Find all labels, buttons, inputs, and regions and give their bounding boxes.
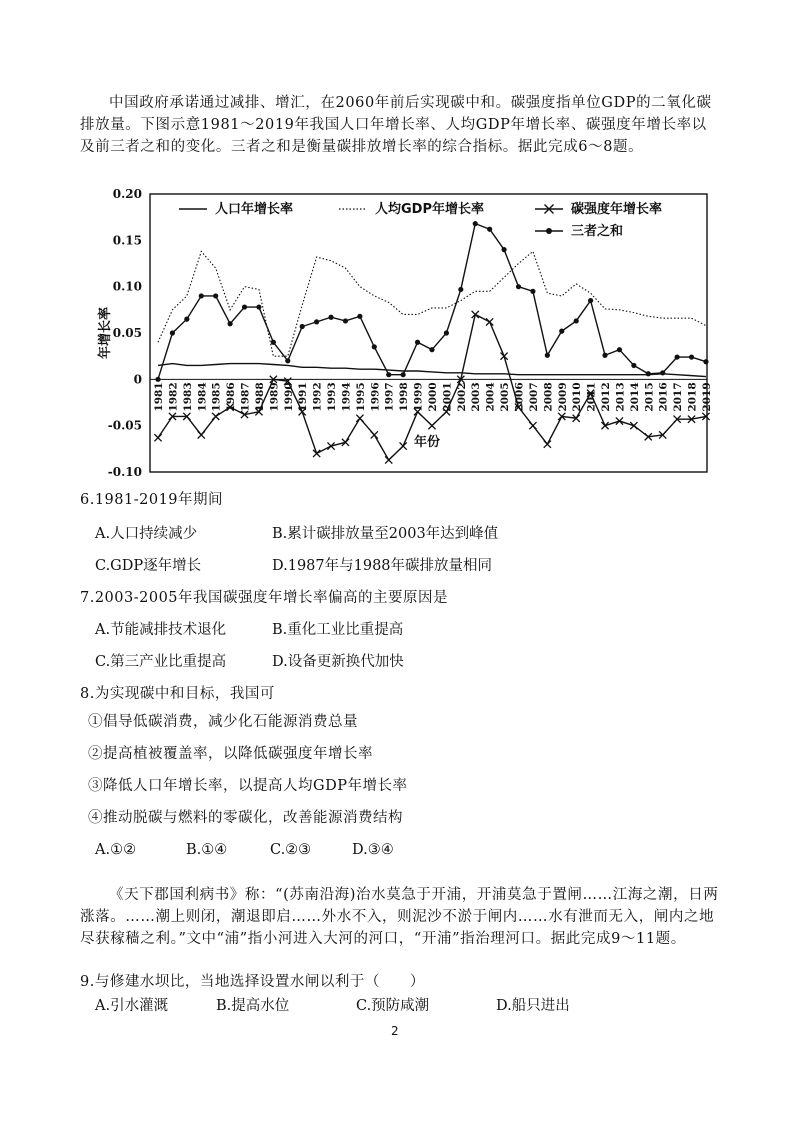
x-tick-label: 2004	[484, 382, 497, 412]
q8-statement-4: ④推动脱碳与燃料的零碳化，改善能源消费结构	[88, 810, 403, 826]
legend-label: 人口年增长率	[215, 202, 294, 217]
x-tick-label: 1982	[167, 382, 180, 412]
sum-point	[631, 363, 636, 368]
q6-option-a[interactable]: A.人口持续减少	[95, 526, 198, 542]
x-tick-label: 2007	[527, 382, 540, 412]
sum-point	[689, 354, 694, 359]
population-line	[158, 364, 706, 377]
sum-point	[588, 298, 593, 303]
carbon-intensity-point	[486, 318, 493, 325]
sum-point	[602, 353, 607, 358]
sum-point	[516, 284, 521, 289]
gdp-per-capita-line	[158, 251, 706, 356]
x-tick-label: 1997	[383, 382, 396, 412]
q8-option-b[interactable]: B.①④	[186, 842, 228, 858]
sum-point	[170, 330, 175, 335]
q9-stem: 9.与修建水坝比，当地选择设置水闸以利于（ ）	[80, 974, 425, 990]
y-tick-label: 0.10	[112, 279, 142, 294]
q9-option-c[interactable]: C.预防咸潮	[356, 998, 430, 1014]
x-tick-label: 2019	[700, 382, 713, 412]
x-tick-label: 2017	[672, 382, 685, 412]
y-tick-label: 0	[133, 372, 142, 387]
x-tick-label: 2005	[499, 382, 512, 412]
x-tick-label: 1993	[326, 382, 339, 412]
sum-point	[617, 347, 622, 352]
sum-point	[357, 314, 362, 319]
carbon-intensity-point	[529, 422, 536, 429]
plot-frame	[150, 194, 707, 472]
x-tick-label: 2010	[571, 382, 584, 412]
q6-stem: 6.1981-2019年期间	[80, 492, 224, 508]
x-tick-label: 2006	[513, 382, 526, 412]
x-tick-label: 2014	[628, 382, 641, 412]
x-tick-label: 1983	[181, 382, 194, 412]
legend-label: 人均GDP年增长率	[375, 202, 484, 217]
x-tick-label: 1986	[225, 382, 238, 412]
x-tick-label: 2009	[556, 382, 569, 412]
carbon-intensity-point	[544, 441, 551, 448]
x-tick-label: 1981	[153, 382, 165, 412]
sum-point	[545, 353, 550, 358]
q7-option-b[interactable]: B.重化工业比重提高	[272, 622, 404, 638]
sum-point	[429, 347, 434, 352]
carbon-intensity-point	[601, 422, 608, 429]
legend-label: 三者之和	[571, 224, 624, 239]
x-tick-label: 2015	[643, 382, 656, 412]
sum-point	[343, 318, 348, 323]
x-tick-label: 1998	[398, 382, 411, 412]
q7-option-d[interactable]: D.设备更新换代加快	[272, 654, 404, 670]
legend-label: 碳强度年增长率	[571, 202, 663, 217]
sum-point	[155, 377, 160, 382]
legend-dot-marker	[546, 228, 552, 234]
sum-point	[675, 354, 680, 359]
q8-statement-1: ①倡导低碳消费，减少化石能源消费总量	[88, 714, 358, 730]
sum-line	[158, 224, 706, 380]
q9-option-d[interactable]: D.船只进出	[496, 998, 570, 1014]
q8-statement-2: ②提高植被覆盖率，以降低碳强度年增长率	[88, 746, 373, 762]
y-tick-label: -0.10	[107, 465, 142, 478]
y-tick-label: 0.05	[112, 326, 142, 340]
x-tick-label: 2003	[470, 382, 483, 412]
x-tick-label: 2000	[426, 382, 439, 412]
carbon-intensity-point	[212, 413, 219, 420]
intro-paragraph: 中国政府承诺通过减排、增汇，在2060年前后实现碳中和。碳强度指单位GDP的二氧化碳排放量。下图示意1981～2019年我国人口年增长率、人均GDP年增长率、碳强度年增长率以及前三者之和的变化。三者之和是衡量碳排放增长率的综合指标。据此完成6～8题。	[80, 95, 712, 155]
y-tick-label: 0.20	[112, 188, 142, 201]
x-tick-label: 1999	[412, 382, 425, 412]
x-tick-label: 1996	[369, 382, 382, 412]
q6-option-b[interactable]: B.累计碳排放量至2003年达到峰值	[272, 526, 499, 542]
sum-point	[213, 293, 218, 298]
sum-point	[228, 321, 233, 326]
sum-point	[242, 304, 247, 309]
x-tick-label: 2011	[585, 382, 598, 412]
q6-option-c[interactable]: C.GDP逐年增长	[95, 558, 202, 574]
sum-point	[530, 289, 535, 294]
q7-option-c[interactable]: C.第三产业比重提高	[95, 654, 227, 670]
sum-point	[199, 293, 204, 298]
x-tick-label: 1985	[210, 382, 223, 412]
x-tick-label: 2001	[441, 382, 454, 412]
sum-point	[328, 315, 333, 320]
x-tick-label: 1994	[340, 382, 353, 412]
sum-point	[415, 340, 420, 345]
sum-point	[314, 319, 319, 324]
q9-option-b[interactable]: B.提高水位	[216, 998, 290, 1014]
y-tick-label: 0.15	[112, 233, 142, 248]
carbon-intensity-point	[313, 450, 320, 457]
x-tick-label: 1988	[253, 382, 266, 412]
y-axis-label: 年增长率	[98, 306, 113, 360]
q7-stem: 7.2003-2005年我国碳强度年增长率偏高的主要原因是	[80, 590, 449, 606]
carbon-intensity-point	[385, 456, 392, 463]
sum-point	[300, 324, 305, 329]
x-tick-label: 1987	[239, 382, 252, 412]
sum-point	[184, 317, 189, 322]
sum-point	[473, 221, 478, 226]
q9-option-a[interactable]: A.引水灌溉	[95, 998, 169, 1014]
sum-point	[285, 358, 290, 363]
x-tick-label: 2008	[542, 382, 555, 412]
carbon-intensity-point	[356, 415, 363, 422]
x-tick-label: 1989	[268, 382, 281, 412]
growth-rate-chart	[95, 188, 715, 478]
x-tick-label: 1992	[311, 382, 324, 412]
q8-stem: 8.为实现碳中和目标，我国可	[80, 686, 275, 702]
sum-point	[271, 340, 276, 345]
sum-point	[256, 304, 261, 309]
x-axis-label: 年份	[413, 435, 441, 450]
x-tick-label: 1995	[354, 382, 367, 412]
x-tick-label: 2013	[614, 382, 627, 412]
carbon-intensity-point	[616, 417, 623, 424]
q6-option-d[interactable]: D.1987年与1988年碳排放量相同	[272, 558, 493, 574]
q8-statement-3: ③降低人口年增长率，以提高人均GDP年增长率	[88, 778, 408, 794]
sum-point	[444, 330, 449, 335]
carbon-intensity-point	[630, 422, 637, 429]
sum-point	[401, 372, 406, 377]
x-tick-label: 2018	[686, 382, 699, 412]
carbon-intensity-point	[154, 434, 161, 441]
x-tick-label: 2002	[455, 382, 468, 412]
sum-point	[660, 370, 665, 375]
q8-option-a[interactable]: A.①②	[95, 842, 137, 858]
sum-point	[372, 344, 377, 349]
carbon-intensity-point	[400, 442, 407, 449]
y-tick-label: -0.05	[107, 418, 142, 433]
carbon-intensity-point	[371, 431, 378, 438]
sum-point	[458, 287, 463, 292]
sum-point	[646, 371, 651, 376]
x-tick-label: 2012	[600, 382, 613, 412]
x-tick-label: 1984	[196, 382, 209, 412]
carbon-intensity-point	[428, 422, 435, 429]
passage-paragraph: 《天下郡国利病书》称：“(苏南沿海)治水莫急于开浦，开浦莫急于置闸……江海之潮，日两涨落。……潮上则闭，潮退即启……外水不入，则泥沙不淤于闸内……水有泄而无入，闸内之地尽获稼穑之利。”文中“浦”指小河进入大河的河口，“开浦”指治理河口。据此完成9～11题。	[80, 887, 719, 947]
carbon-intensity-point	[198, 431, 205, 438]
sum-point	[386, 372, 391, 377]
page-number: 2	[391, 1024, 399, 1038]
q8-option-d[interactable]: D.③④	[352, 842, 394, 858]
sum-point	[487, 227, 492, 232]
sum-point	[703, 359, 708, 364]
sum-point	[501, 247, 506, 252]
q7-option-a[interactable]: A.节能减排技术退化	[95, 622, 227, 638]
sum-point	[574, 318, 579, 323]
x-tick-label: 1990	[282, 382, 295, 412]
sum-point	[559, 329, 564, 334]
x-tick-label: 2016	[657, 382, 670, 412]
x-tick-label: 1991	[297, 382, 310, 412]
q8-option-c[interactable]: C.②③	[270, 842, 312, 858]
